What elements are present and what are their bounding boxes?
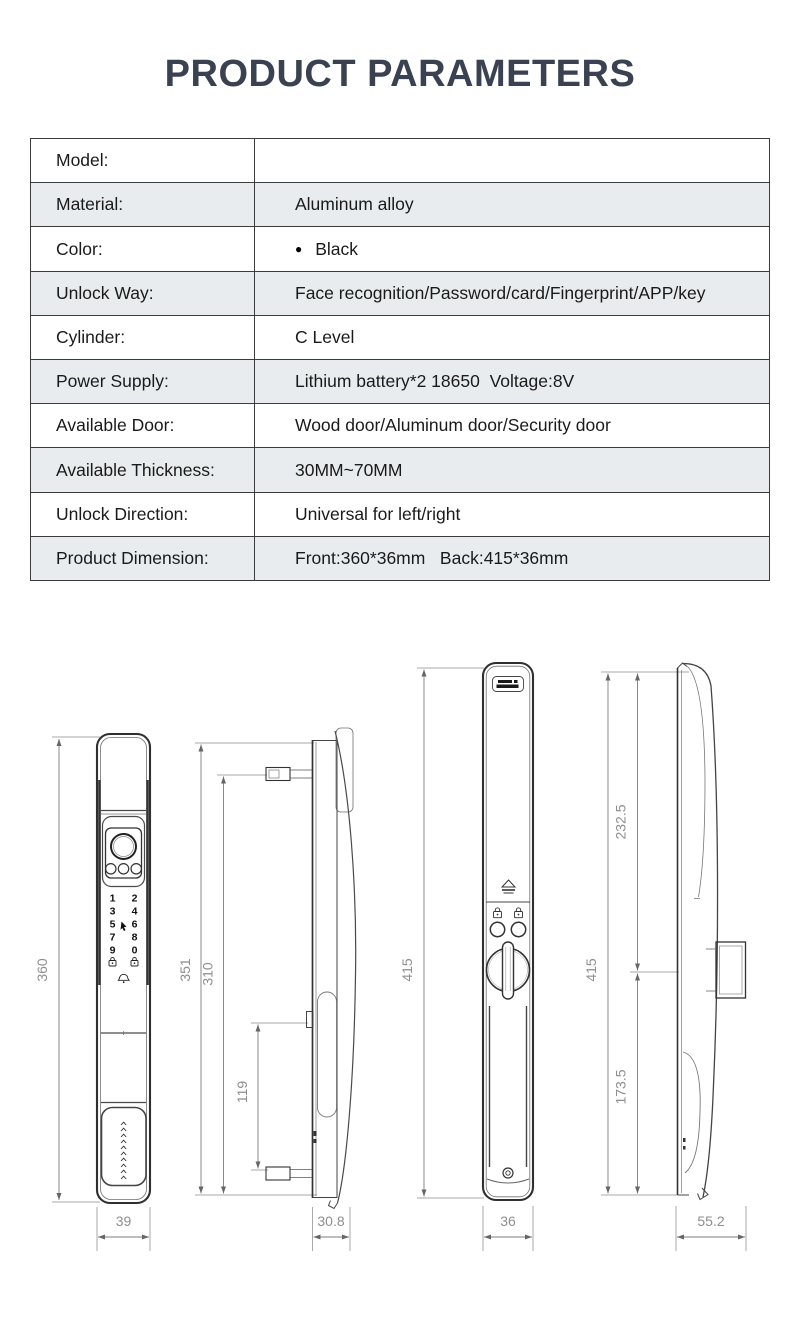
spec-value-text: Black [315,238,359,259]
svg-text:4: 4 [131,905,138,918]
dim-back-width: 36 [500,1213,516,1229]
spec-row-color [31,226,769,270]
dim-front-width: 39 [115,1213,132,1229]
spec-table [30,138,770,581]
spec-label: Unlock Way: [31,272,255,315]
sensor-icon [118,864,128,874]
spec-row-power-supply [31,359,769,403]
spec-row-available-thickness [31,447,769,491]
dim-side-width: 30.8 [317,1213,345,1229]
dim-back-height: 415 [399,958,415,982]
doorbell-icon [118,974,129,983]
spec-row-available-door [31,403,769,447]
spec-value: 30MM~70MM [295,459,403,480]
page-title: PRODUCT PARAMETERS [164,53,636,95]
front-side-view-drawing [177,728,356,1251]
spec-label: Cylinder: [31,316,255,359]
spec-value: Wood door/Aluminum door/Security door [295,415,611,436]
svg-text:5: 5 [109,918,116,931]
spec-value: Aluminum alloy [295,194,414,215]
spec-label: Power Supply: [31,360,255,403]
unlock-button [511,922,525,936]
back-view-drawing [399,663,533,1251]
back-side-view-drawing [583,663,746,1251]
deadbolt-latch [266,1167,312,1180]
dim-side-inner: 310 [199,962,216,986]
keypad-unlock-icon [131,957,138,966]
spec-label: Model: [31,139,255,182]
brand-label [493,677,524,692]
svg-text:6: 6 [131,918,138,931]
spec-value: Lithium battery*2 18650 Voltage:8V [295,371,575,392]
svg-text:1: 1 [109,892,116,905]
spec-value: Front:360*36mm Back:415*36mm [295,547,569,568]
dim-front-height: 360 [34,958,50,982]
spec-label: Unlock Direction: [31,493,255,536]
dim-backside-lower: 173.5 [612,1069,629,1105]
svg-text:0: 0 [131,944,138,957]
spec-row-unlock-direction [31,492,769,536]
dim-backside-height: 415 [583,958,599,982]
spec-row-model [31,139,769,182]
unlock-icon [515,908,523,918]
technical-drawings [0,640,800,1300]
spec-row-cylinder [31,315,769,359]
svg-text:2: 2 [131,892,138,905]
sensor-icon [106,864,116,874]
keypad [109,893,138,984]
touch-pointer-icon [121,922,127,932]
svg-text:9: 9 [109,944,116,957]
top-latch [266,768,312,781]
sensor-icon [131,864,141,874]
spec-value: C Level [295,326,355,347]
svg-text:7: 7 [109,931,116,944]
svg-text:8: 8 [131,931,138,944]
keypad-lock-icon [109,957,116,966]
spec-label: Available Door: [31,404,255,447]
dim-backside-upper: 232.5 [612,804,629,840]
drawings-canvas [0,640,800,1300]
spec-label: Color: [31,227,255,270]
lock-button [490,922,504,936]
spec-label: Available Thickness: [31,448,255,491]
front-view-drawing [34,734,150,1251]
spec-row-unlock-way [31,271,769,315]
spec-value: Universal for left/right [295,503,461,524]
knob-handle [487,942,530,999]
dim-side-latch: 119 [234,1080,250,1104]
dim-side-overall: 351 [177,958,193,982]
screw-hole [503,1168,513,1178]
latch-housing [706,942,746,998]
camera-module [103,817,145,887]
camera-lens-icon [111,834,136,859]
svg-text:3: 3 [109,905,116,918]
speaker-grille [121,1122,126,1179]
spec-value: Face recognition/Password/card/Fingerprint/APP/key [295,282,706,303]
spec-label: Material: [31,183,255,226]
color-bullet-icon: ● [295,242,303,256]
dim-backside-width: 55.2 [697,1213,725,1229]
spec-row-product-dimension [31,536,769,580]
spec-value [255,227,769,270]
spec-label: Product Dimension: [31,537,255,580]
lock-icon [494,908,502,918]
battery-eject-icon [502,880,515,893]
spec-row-material [31,182,769,226]
spec-value [255,139,769,182]
